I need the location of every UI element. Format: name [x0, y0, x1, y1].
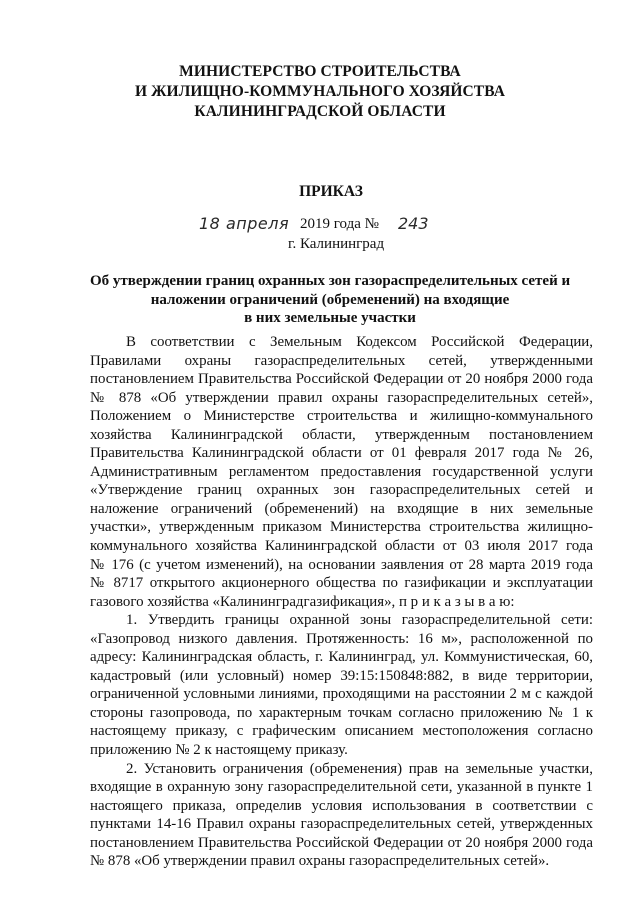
- body-line: 2. Установить ограничения (обременения) прав на земельные участки,: [126, 760, 593, 777]
- body-line: Правительства Калининградской области от 01 февраля 2017 года № 26,: [90, 445, 593, 462]
- ministry-line: МИНИСТЕРСТВО СТРОИТЕЛЬСТВА: [179, 63, 461, 80]
- order-body: [90, 333, 593, 871]
- body-line: настоящего приказа, определив условия использования в соответствии с: [90, 797, 593, 814]
- body-line: приложению № 2 к настоящему приказу.: [90, 742, 348, 759]
- body-line: стороны газопровода, по характерным точкам согласно приложению № 1 к: [90, 704, 593, 721]
- body-line: ограниченной условными линиями, проходящими на расстоянии 2 м с каждой: [90, 686, 593, 703]
- ministry-line: КАЛИНИНГРАДСКОЙ ОБЛАСТИ: [194, 103, 446, 120]
- body-line: участки», утвержденным приказом Министерства строительства жилищно-: [90, 519, 593, 536]
- body-line: 1. Утвердить границы охранной зоны газораспределительной сети:: [126, 612, 593, 629]
- body-line: газового хозяйства «Калининградгазификация», п р и к а з ы в а ю:: [90, 593, 515, 610]
- body-line: хозяйства Калининградской области, утвержденным постановлением: [90, 426, 593, 443]
- subject-line: в них земельные участки: [244, 310, 416, 326]
- body-line: наложение ограничений (обременений) на входящие в них земельные: [90, 500, 593, 517]
- body-line: Правилами охраны газораспределительных сетей, утвержденными: [90, 352, 593, 369]
- handwritten-order-number: 243: [398, 214, 429, 233]
- body-line: В соответствии с Земельным Кодексом Российской Федерации,: [126, 334, 593, 350]
- body-line: входящие в охранную зону газораспределительной сети, указанной в пункте 1: [90, 779, 593, 796]
- order-title: ПРИКАЗ: [299, 183, 363, 200]
- printed-year: 2019 года №: [300, 216, 379, 232]
- body-line: Административным регламентом предоставления государственной услуги: [90, 463, 593, 480]
- order-subject: [90, 272, 570, 328]
- subject-line: наложении ограничений (обременений) на входящие: [150, 291, 510, 308]
- body-line: пунктами 14-16 Правил охраны газораспределительных сетей, утвержденных: [90, 816, 593, 833]
- body-line: постановлением Правительства Российской Федерации от 20 ноября 2000 года: [90, 834, 593, 851]
- body-line: № 878 «Об утверждении правил охраны газораспределительных сетей»,: [90, 389, 593, 406]
- body-line: № 878 «Об утверждении правил охраны газораспределительных сетей».: [90, 853, 550, 870]
- body-line: адресу: Калининградская область, г. Калининград, ул. Коммунистическая, 60,: [90, 649, 593, 666]
- body-line: настоящему приказу, с графическим описанием местоположения согласно: [90, 723, 593, 740]
- subject-line: Об утверждении границ охранных зон газораспределительных сетей и: [90, 273, 571, 289]
- body-line: № 176 (с учетом изменений), на основании заявления от 28 марта 2019 года: [90, 556, 593, 573]
- ministry-header: [90, 62, 550, 122]
- body-line: постановлением Правительства Российской Федерации от 20 ноября 2000 года: [90, 371, 593, 388]
- body-line: кадастровый (или условный) номер 39:15:150848:882, в виде территории,: [90, 667, 593, 684]
- body-line: «Газопровод низкого давления. Протяженность: 16 м», расположенной по: [90, 630, 593, 647]
- body-line: коммунального хозяйства Калининградской области от 03 июля 2017 года: [90, 538, 593, 555]
- body-line: «Утверждение границ охранных зон газораспределительных сетей и: [90, 482, 593, 499]
- body-line: Положением о Министерстве строительства и жилищно-коммунального: [90, 408, 593, 425]
- body-line: № 8717 открытого акционерного общества по газификации и эксплуатации: [90, 575, 593, 592]
- city-line: г. Калининград: [288, 236, 385, 252]
- handwritten-date: 18 апреля: [199, 214, 290, 233]
- ministry-line: И ЖИЛИЩНО-КОММУНАЛЬНОГО ХОЗЯЙСТВА: [134, 83, 506, 100]
